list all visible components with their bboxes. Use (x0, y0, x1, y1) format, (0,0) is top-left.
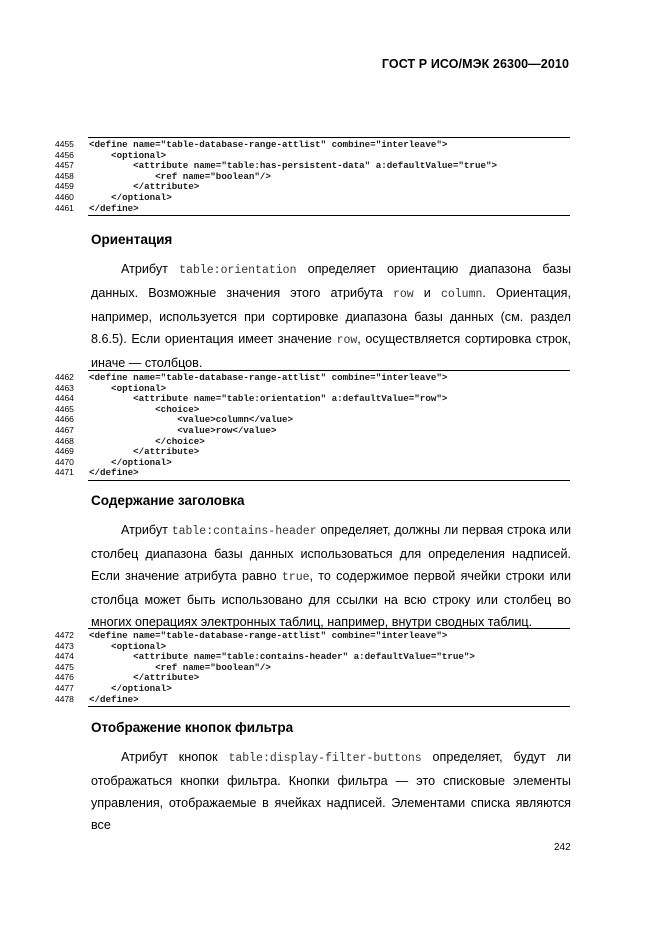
line-number: 4460 (55, 192, 74, 202)
code-text: </choice> (89, 435, 205, 447)
code-text: <optional> (89, 382, 167, 394)
code-text: </optional> (89, 456, 172, 468)
paragraph-text: Атрибут (121, 523, 172, 537)
line-number: 4465 (55, 403, 74, 414)
line-number: 4478 (55, 693, 74, 704)
section-heading: Содержание заголовка (91, 493, 245, 508)
inline-code: table:orientation (179, 264, 297, 277)
code-block (55, 137, 570, 217)
line-number: 4475 (55, 661, 74, 672)
code-text: <attribute name="table:has-persistent-data" a:defaultValue="true"> (89, 160, 497, 172)
line-number: 4469 (55, 446, 74, 457)
code-text: <choice> (89, 403, 200, 415)
paragraph-text: , осуществляется сортировка строк, иначе — столбцов. (91, 332, 571, 370)
code-text: </define> (89, 202, 139, 214)
code-block-top-rule (88, 137, 570, 138)
line-number: 4476 (55, 672, 74, 683)
line-number: 4474 (55, 651, 74, 662)
line-number: 4473 (55, 640, 74, 651)
code-text: <optional> (89, 640, 167, 652)
line-number: 4472 (55, 630, 74, 640)
inline-code: true (281, 571, 310, 584)
paragraph-text: определяет, будут ли отображаться кнопки фильтра. Кнопки фильтра — это списковые элементы управления, отображаемые в ячейках надписей. Элементами списка являются все (91, 750, 571, 832)
line-number: 4455 (55, 139, 74, 149)
code-text: <value>column</value> (89, 414, 293, 426)
code-block-top-rule (88, 370, 570, 371)
paragraph (91, 746, 571, 836)
code-block-bottom-rule (88, 480, 570, 481)
line-number: 4466 (55, 414, 74, 425)
code-block (55, 370, 570, 482)
line-number: 4477 (55, 683, 74, 693)
line-number: 4471 (55, 467, 74, 478)
paragraph (91, 258, 571, 374)
paragraph-text: определяет ориентацию диапазона базы данных. Возможные значения этого атрибута (91, 262, 571, 300)
line-number: 4461 (55, 202, 74, 213)
code-text: <define name="table-database-range-attlist" combine="interleave"> (89, 630, 448, 641)
code-block-bottom-rule (88, 706, 570, 707)
code-text: </attribute> (89, 181, 200, 193)
paragraph-text: определяет, должны ли первая строка или столбец диапазона базы данных использоваться для определения надписей. Если значение атрибута равно (91, 523, 571, 583)
line-number: 4467 (55, 425, 74, 435)
code-text: <define name="table-database-range-attlist" combine="interleave"> (89, 372, 448, 383)
inline-code: row (336, 334, 358, 347)
line-number: 4459 (55, 181, 74, 192)
inline-code: table:contains-header (171, 525, 317, 538)
inline-code: table:display-filter-buttons (228, 752, 422, 765)
code-text: </optional> (89, 683, 172, 694)
code-text: </define> (89, 467, 139, 479)
line-number: 4468 (55, 435, 74, 446)
line-number: 4462 (55, 372, 74, 382)
code-block (55, 628, 570, 708)
code-text: <ref name="boolean"/> (89, 170, 271, 182)
code-text: <ref name="boolean"/> (89, 661, 271, 673)
line-number: 4458 (55, 170, 74, 181)
line-number: 4463 (55, 382, 74, 393)
paragraph-text: Атрибут (121, 262, 180, 276)
line-number: 4457 (55, 160, 74, 171)
line-number: 4470 (55, 456, 74, 467)
page-number: 242 (554, 842, 571, 853)
code-block-bottom-rule (88, 215, 570, 216)
code-text: </define> (89, 693, 139, 705)
paragraph-text: , то содержимое первой ячейки строки или столбца может быть использовано для ссылки на всю строку или столбец во многих операциях электронных таблиц, например, внутри сводных таблиц. (91, 569, 571, 629)
code-text: <value>row</value> (89, 425, 277, 436)
line-number: 4456 (55, 149, 74, 160)
code-text: <optional> (89, 149, 167, 161)
code-block-top-rule (88, 628, 570, 629)
paragraph-text: и (413, 286, 441, 300)
code-text: </optional> (89, 192, 172, 203)
line-number: 4464 (55, 393, 74, 404)
code-text: </attribute> (89, 446, 200, 458)
paragraph-text: Атрибут кнопок (121, 750, 229, 764)
code-text: <attribute name="table:orientation" a:defaultValue="row"> (89, 393, 448, 405)
inline-code: row (392, 288, 414, 301)
code-text: <attribute name="table:contains-header" a:defaultValue="true"> (89, 651, 475, 663)
page-header: ГОСТ Р ИСО/МЭК 26300—2010 (381, 57, 569, 71)
paragraph-text: . Ориентация, например, используется при сортировке диапазона базы данных (см. раздел 8.6.5). Если ориентация имеет значение (91, 286, 571, 346)
section-heading: Отображение кнопок фильтра (91, 720, 294, 735)
inline-code: column (440, 288, 483, 301)
code-text: <define name="table-database-range-attlist" combine="interleave"> (89, 139, 448, 150)
code-text: </attribute> (89, 672, 200, 684)
section-heading: Ориентация (91, 232, 173, 247)
paragraph (91, 519, 571, 633)
